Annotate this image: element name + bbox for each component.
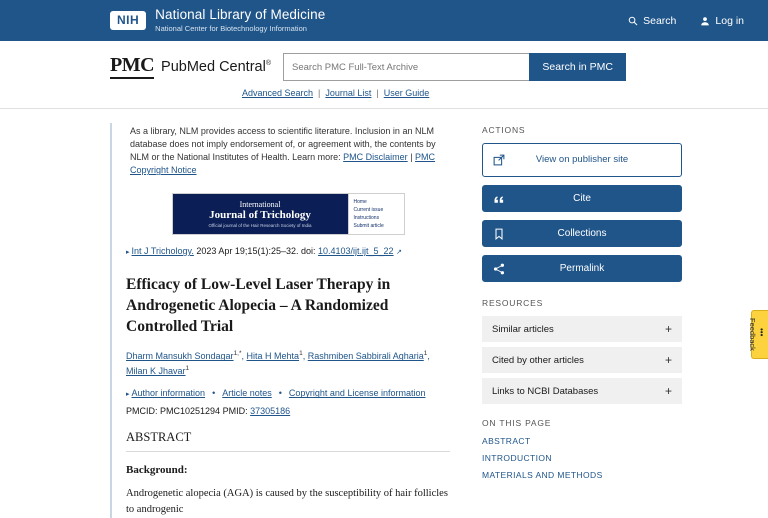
abstract-heading: ABSTRACT [126, 430, 450, 452]
disclaimer-divider: | [410, 152, 413, 163]
registered-mark: ® [265, 60, 271, 68]
author-link[interactable]: Hita H Mehta [246, 351, 300, 362]
search-input[interactable] [283, 53, 529, 81]
journal-link-home[interactable]: Home [353, 199, 367, 206]
journal-name-link[interactable]: Int J Trichology. [131, 246, 194, 257]
journal-link-current-issue[interactable]: Current issue [353, 207, 384, 214]
article-meta-links: ▸ Author information • Article notes • Copyright and License information [126, 388, 426, 399]
learn-more-label: Learn more: [292, 152, 341, 163]
external-link-icon [493, 154, 505, 166]
pmc-search [283, 53, 626, 81]
journal-banner-line2: Journal of Trichology [209, 209, 311, 222]
cited-by-label: Cited by other articles [492, 354, 584, 366]
cite-button[interactable] [482, 185, 682, 212]
nih-top-bar [0, 0, 768, 41]
actions-label: ACTIONS [482, 125, 526, 135]
nih-title: National Library of Medicine [155, 7, 326, 23]
cite-label: Cite [573, 193, 591, 204]
pmcid-label: PMCID: [126, 406, 158, 417]
article-column [110, 123, 464, 518]
pmc-full-name: PubMed Central® [161, 59, 271, 75]
plus-icon: + [664, 322, 672, 336]
plus-icon: + [664, 384, 672, 398]
expand-caret-icon[interactable]: ▸ [126, 249, 130, 257]
view-on-publisher-site-button[interactable] [482, 143, 682, 177]
journal-list-link[interactable]: Journal List [325, 88, 372, 98]
search-nav-button[interactable] [628, 15, 676, 27]
collections-button[interactable] [482, 220, 682, 247]
copyright-license-link[interactable]: Copyright and License information [288, 388, 426, 399]
article-citation [126, 245, 450, 259]
expand-caret-icon[interactable]: ▸ [126, 391, 130, 399]
search-in-pmc-button[interactable]: Search in PMC [529, 53, 626, 81]
bookmark-icon [493, 228, 505, 240]
author-list: Dharm Mansukh Sondagar$^{1,*}$, Hita H Mehta$^1$, Rashmiben Sabbirali Agharia$^1$, Milan K Jhavar$^1$ [126, 350, 430, 376]
disclaimer-text: As a library, NLM provides access to scientific literature. Inclusion in an NLM database does not imply endorsement of, or agreement with, the contents by NLM or the National Institutes of Health. [130, 126, 436, 163]
author-affiliation-marker: 1 [423, 350, 428, 358]
login-button[interactable] [700, 15, 744, 27]
journal-link-submit-article[interactable]: Submit article [353, 223, 384, 230]
share-icon [493, 263, 505, 275]
nih-subtitle: National Center for Biotechnology Information [155, 23, 307, 33]
toc-item-abstract[interactable]: ABSTRACT [482, 436, 531, 446]
feedback-tab[interactable] [748, 310, 768, 359]
pmc-copyright-notice-link[interactable]: PMC Copyright Notice [130, 152, 436, 176]
advanced-search-link[interactable]: Advanced Search [242, 88, 314, 98]
journal-banner-line1: International [239, 200, 281, 210]
on-this-page-section [482, 418, 682, 480]
author-information-link[interactable]: Author information [131, 388, 206, 399]
toc-item-introduction[interactable]: INTRODUCTION [482, 453, 552, 463]
article-identifiers [126, 406, 450, 416]
quote-icon [493, 193, 505, 205]
pmc-disclaimer-link[interactable]: PMC Disclaimer [343, 152, 408, 163]
doi-link[interactable]: 10.4103/ijt.ijt_5_22 [318, 246, 394, 257]
pmc-header [0, 41, 768, 109]
page-title: Efficacy of Low-Level Laser Therapy in Androgenetic Alopecia – A Randomized Controlled Trial [126, 275, 391, 335]
pmid-label: PMID: [222, 406, 248, 417]
search-icon [628, 16, 638, 26]
background-paragraph: Androgenetic alopecia (AGA) is caused by the susceptibility of hair follicles to androgenic [126, 488, 448, 516]
article-notes-link[interactable]: Article notes [222, 388, 272, 399]
on-this-page-label: ON THIS PAGE [482, 418, 552, 428]
cited-by-accordion[interactable] [482, 347, 682, 373]
ncbi-databases-accordion[interactable] [482, 378, 682, 404]
library-disclaimer [126, 123, 450, 187]
author-affiliation-marker: 1 [299, 350, 303, 358]
pmid-link[interactable]: 37305186 [250, 406, 291, 417]
header-sub-links: Advanced Search | Journal List | User Guide [242, 88, 430, 98]
resources-label: RESOURCES [482, 298, 544, 308]
pmcid-value: PMC10251294 [160, 406, 221, 417]
journal-banner-title [173, 194, 348, 234]
author-affiliation-marker: 1 [185, 364, 190, 372]
author-affiliation-marker: 1,* [233, 350, 242, 358]
author-link[interactable]: Rashmiben Sabbirali Agharia [307, 351, 424, 362]
user-icon [700, 16, 710, 26]
feedback-dots-icon: ••• [757, 328, 766, 337]
toc-item-materials-and-methods[interactable]: MATERIALS AND METHODS [482, 470, 603, 480]
collections-label: Collections [557, 228, 607, 239]
search-nav-label: Search [643, 14, 677, 27]
similar-articles-label: Similar articles [492, 323, 554, 335]
login-label: Log in [715, 14, 744, 27]
user-guide-link[interactable]: User Guide [383, 88, 430, 98]
journal-banner-line3: Official journal of the Hair Research Society of India [208, 223, 312, 229]
background-heading: Background: [126, 464, 188, 477]
right-sidebar [482, 123, 682, 518]
similar-articles-accordion[interactable] [482, 316, 682, 342]
citation-detail: 2023 Apr 19;15(1):25–32. doi: [196, 246, 316, 257]
nih-logo-mark: NIH [110, 11, 146, 30]
author-link[interactable]: Milan K Jhavar [126, 365, 186, 376]
journal-banner[interactable] [172, 193, 405, 235]
on-this-page-list [482, 436, 682, 480]
nih-logo[interactable] [110, 8, 325, 32]
journal-banner-links [348, 194, 404, 234]
journal-link-instructions[interactable]: Instructions [353, 215, 380, 222]
pmc-brand[interactable] [110, 55, 271, 79]
external-link-icon[interactable]: ↗ [396, 249, 402, 257]
feedback-label: Feedback [748, 318, 757, 351]
plus-icon: + [664, 353, 672, 367]
permalink-button[interactable] [482, 255, 682, 282]
page-body [0, 109, 768, 518]
view-on-publisher-site-label: View on publisher site [535, 153, 629, 165]
author-link[interactable]: Dharm Mansukh Sondagar [126, 351, 234, 362]
ncbi-databases-label: Links to NCBI Databases [492, 385, 599, 397]
permalink-label: Permalink [559, 263, 605, 274]
pmc-abbreviation: PMC [110, 55, 154, 79]
